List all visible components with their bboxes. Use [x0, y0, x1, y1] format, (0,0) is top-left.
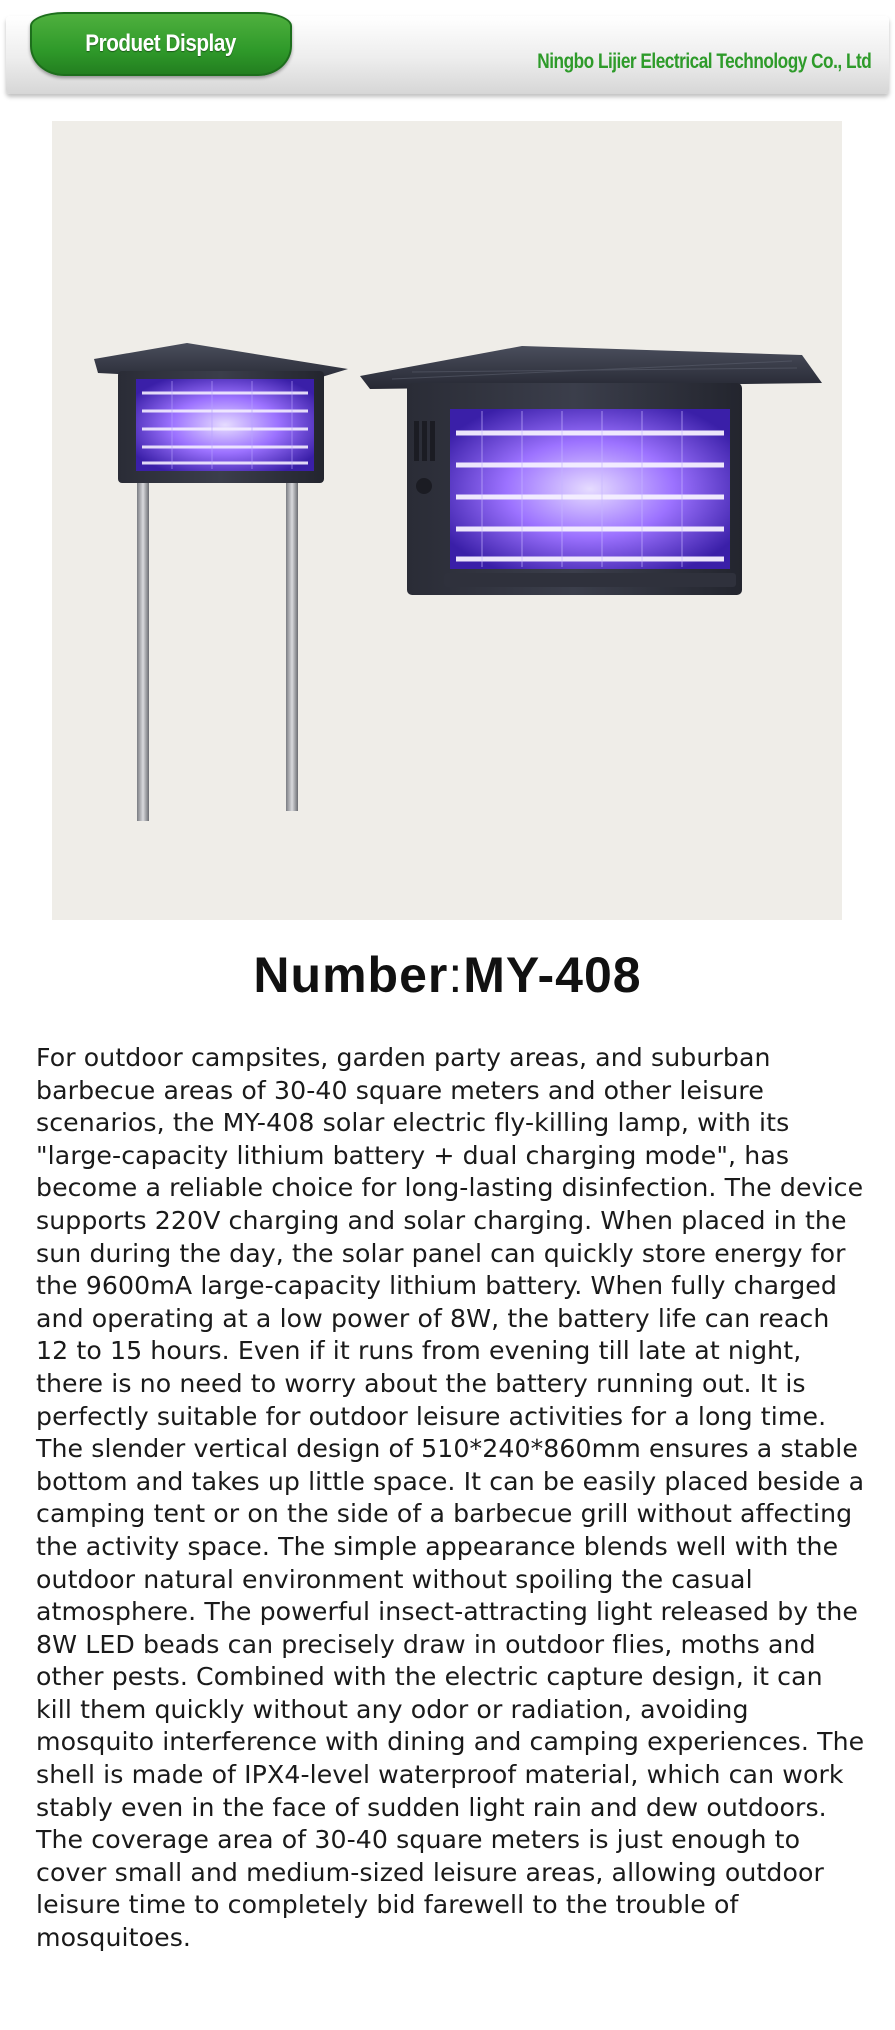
- product-photo: [52, 121, 842, 920]
- description-paragraph-1: For outdoor campsites, garden party areas, and suburban barbecue areas of 30-40 square meters and other leisure scenarios, the MY-408 solar electric fly-killing lamp, with its "large-capacity lithium battery + dual charging mode", has become a reliable choice for long-lasting disinfection. The device supports 220V charging and solar charging. When placed in the sun during the day, the solar panel can quickly store energy for the 9600mA large-capacity lithium battery. When fully charged and operating at a low power of 8W, the battery life can reach 12 to 15 hours. Even if it runs from evening till late at night, there is no need to worry about the battery running out. It is perfectly suitable for outdoor leisure activities for a long time.: [36, 1043, 864, 1431]
- model-value: MY-408: [463, 947, 642, 1003]
- product-description: [36, 1042, 866, 1955]
- fly-killing-lamp-illustration: [52, 121, 842, 920]
- model-label: Number: [253, 947, 449, 1003]
- large-lamp: [360, 346, 822, 595]
- product-display-tab: [30, 12, 292, 76]
- header-banner: [6, 16, 889, 94]
- model-separator: :: [448, 947, 464, 1003]
- small-lamp: [94, 343, 348, 821]
- product-display-label: Produet Display: [85, 30, 237, 57]
- company-name: Ningbo Lijier Electrical Technology Co., Ltd: [537, 50, 871, 73]
- description-paragraph-2: The slender vertical design of 510*240*860mm ensures a stable bottom and takes up little space. It can be easily placed beside a camping tent or on the side of a barbecue grill without affecting the activity space. The simple appearance blends well with the outdoor natural environment without spoiling the casual atmosphere. The powerful insect-attracting light released by the 8W LED beads can precisely draw in outdoor flies, moths and other pests. Combined with the electric capture design, it can kill them quickly without any odor or radiation, avoiding mosquito interference with dining and camping experiences. The shell is made of IPX4-level waterproof material, which can work stably even in the face of sudden light rain and dew outdoors. The coverage area of 30-40 square meters is just enough to cover small and medium-sized leisure areas, allowing outdoor leisure time to completely bid farewell to the trouble of mosquitoes.: [36, 1434, 865, 1953]
- model-number: [0, 946, 895, 1004]
